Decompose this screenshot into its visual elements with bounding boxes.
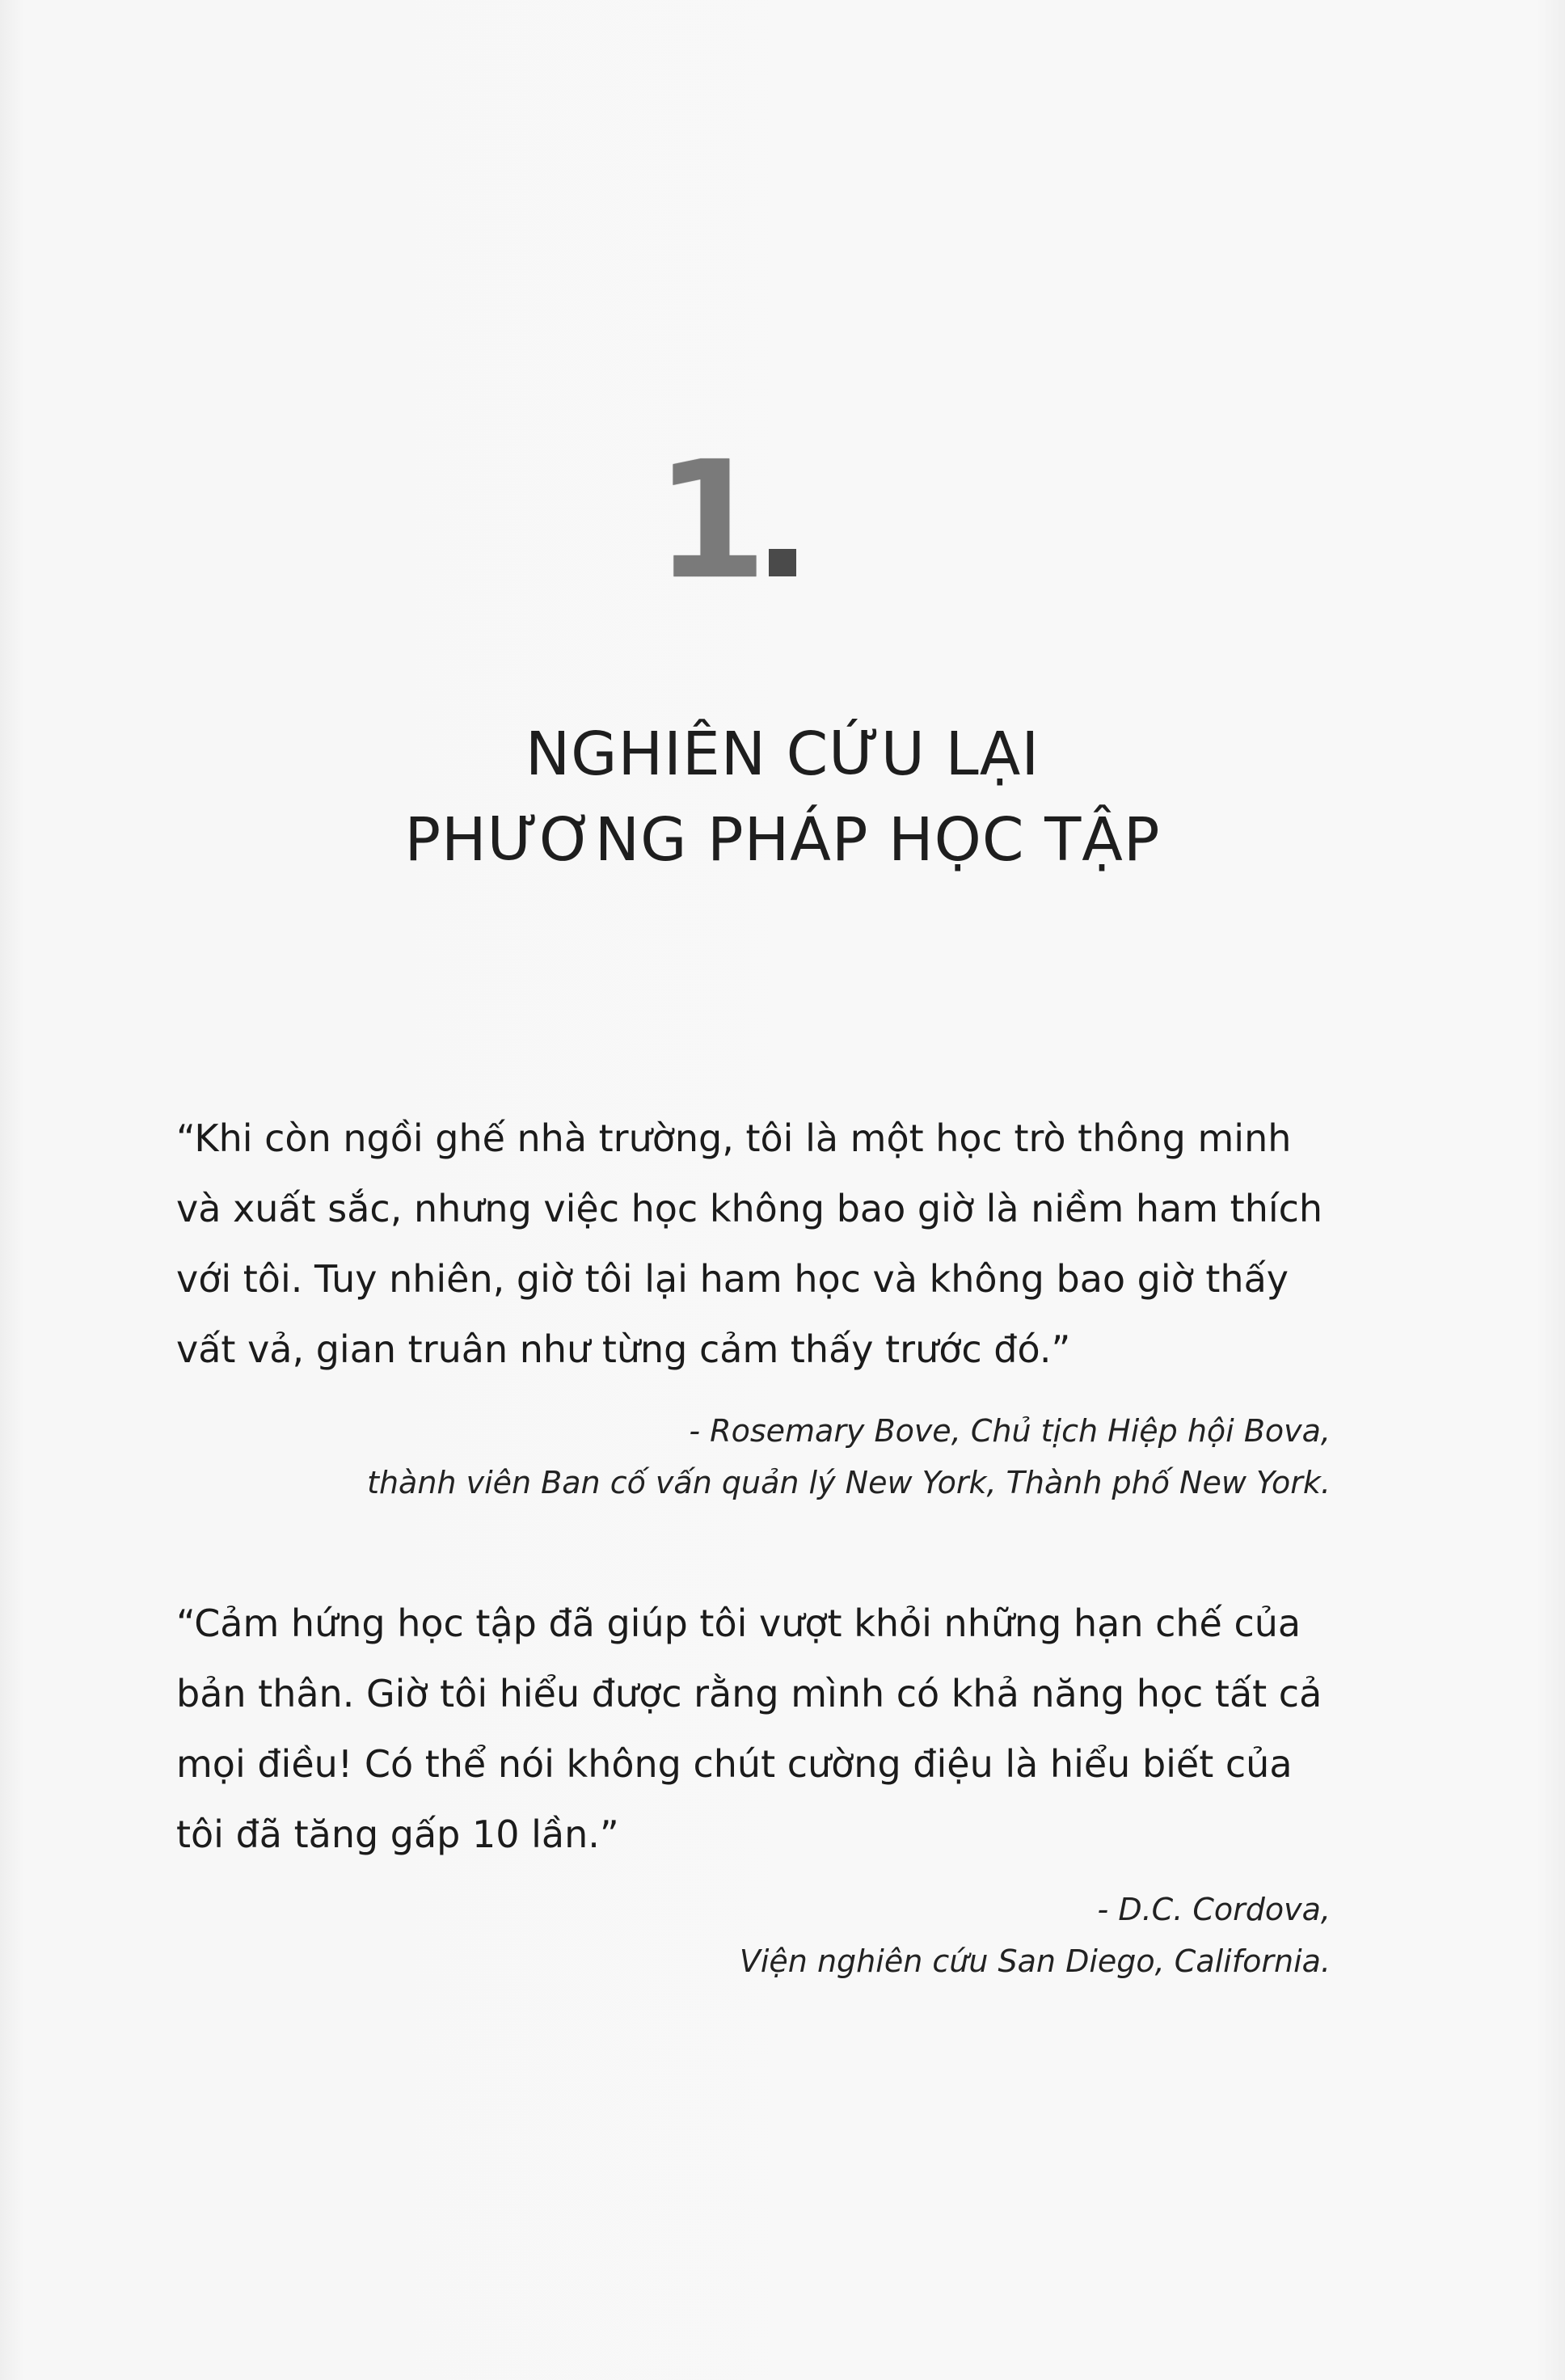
quote-2-text: “Cảm hứng học tập đã giúp tôi vượt khỏi những hạn chế của bản thân. Giờ tôi hiểu được rằng mình có khả năng học tất cả mọi điều! Có thể nói không chút cường điệu là hiểu biết của tôi đã tăng gấp 10 lần.” bbox=[176, 1601, 1322, 1856]
quote-1-attribution-line-1: - Rosemary Bove, Chủ tịch Hiệp hội Bova, bbox=[689, 1413, 1331, 1449]
quote-2-attribution-line-1: - D.C. Cordova, bbox=[1097, 1892, 1331, 1927]
chapter-title-line-1: NGHIÊN CỨU LẠI bbox=[525, 719, 1040, 789]
chapter-number bbox=[655, 427, 800, 615]
quote-2-attribution bbox=[199, 1884, 1331, 1987]
chapter-title bbox=[243, 711, 1322, 883]
chapter-title-line-2: PHƯƠNG PHÁP HỌC TẬP bbox=[404, 805, 1161, 875]
chapter-number-dot bbox=[769, 549, 796, 576]
quote-1-attribution-line-2: thành viên Ban cố vấn quản lý New York, Thành phố New York. bbox=[367, 1465, 1331, 1500]
quote-2-attribution-line-2: Viện nghiên cứu San Diego, California. bbox=[739, 1943, 1331, 1979]
quote-1-text: “Khi còn ngồi ghế nhà trường, tôi là một học trò thông minh và xuất sắc, nhưng việc học không bao giờ là niềm ham thích với tôi. Tuy nhiên, giờ tôi lại ham học và không bao giờ thấy vất vả, gian truân như từng cảm thấy trước đó.” bbox=[176, 1116, 1323, 1371]
quote-1-attribution bbox=[199, 1405, 1331, 1509]
chapter-number-digit: 1 bbox=[655, 427, 765, 615]
